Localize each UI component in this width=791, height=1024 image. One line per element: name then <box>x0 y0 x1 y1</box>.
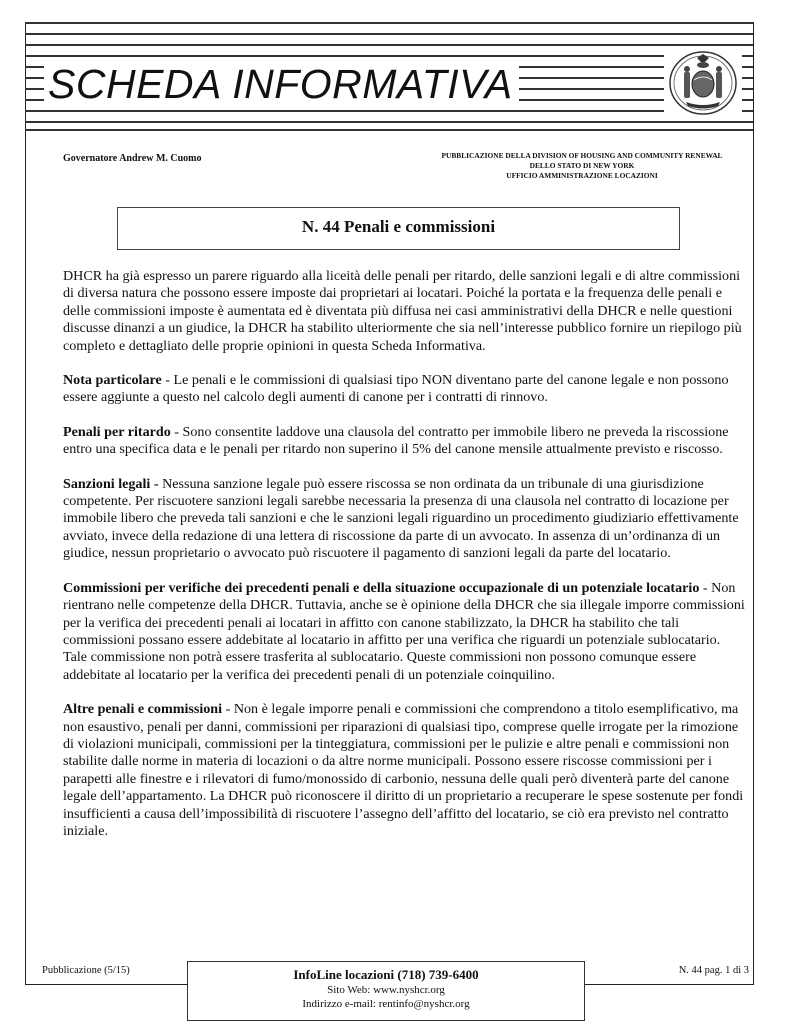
email-link[interactable]: Indirizzo e-mail: rentinfo@nyshcr.org <box>302 998 470 1010</box>
paragraph-text: Le penali e le commissioni di qualsiasi tipo NON diventano parte del canone legale e non possono essere aggiunte a questo nel calcolo degli aumenti di canone per i contratti di rinnovo. <box>63 372 729 406</box>
website-link[interactable]: Sito Web: www.nyshcr.org <box>327 984 445 996</box>
page-title: SCHEDA INFORMATIVA <box>44 58 519 110</box>
paragraph-text: DHCR ha già espresso un parere riguardo alla liceità delle penali per ritardo, delle sanzioni legali e di altre commissioni di diversa natura che possono essere imposte dai proprietari ai locatari. Poiché la portata e la frequenza delle penali e delle commissioni imposte è aumentata ed è diventata più diffusa nei casi amministrativi della DHCR e nelle questioni discusse dinanzi a un giudice, la DHCR ha stabilito ulteriormente che sia nell’interesse pubblico fornire un riepilogo più completo e dettagliato delle proprie opinioni in questa Scheda Informativa. <box>63 268 742 354</box>
heading-box <box>117 207 680 250</box>
paragraph: Commissioni per verifiche dei precedenti penali e della situazione occupazionale di un potenziale locatario - Non rientrano nelle competenze della DHCR. Tuttavia, anche se è opinione della DHCR che sia illegale imporre commissioni per la verifica dei precedenti penali ai locatari in affitto con canone stabilizzato, la DHCR ha stabilito che tali commissioni possano essere addebitate al locatario in affitto per una verifica che riguardi un potenziale sublocatario. Tale commissione non potrà essere trasferita al sublocatario. Queste commissioni non possono comunque essere addebitate al locatario per la verifica dei precedenti penali di un potenziale coinquilino. <box>63 579 745 683</box>
paragraph: Altre penali e commissioni - Non è legale imporre penali e commissioni che comprendono a titolo esemplificativo, ma non esaustivo, penali per danni, commissioni per riparazioni di qualsiasi tipo, comprese quelle irrogate per la rimozione di violazioni municipali, commissioni per la tinteggiatura, commissioni per le pulizie e altre penali e commissioni non stabilite dalle norme in materia di locazioni o da altre norme municipali. Possono essere riscosse commissioni per i parapetti alle finestre e i rilevatori di fumo/monossido di carbonio, nessuna delle quali però diventerà parte del canone legale dell’appartamento. La DHCR può riconoscere il diritto di un proprietario a recuperare le spese sostenute per fondi insufficienti a causa dell’impossibilità di riscuotere l’assegno dell’affitto del locatario, se ciò era previsto nel contratto iniziale. <box>63 701 744 839</box>
paragraph-lead: Penali per ritardo <box>63 423 171 440</box>
page-number: N. 44 pag. 1 di 3 <box>678 965 749 976</box>
paragraph-lead: Nota particolare <box>63 372 162 389</box>
paragraph: Nota particolare - Le penali e le commissioni di qualsiasi tipo NON diventano parte del canone legale e non possono essere aggiunte a questo nel calcolo degli aumenti di canone per i contratti di rinnovo. <box>63 372 729 406</box>
governor-name: Governatore Andrew M. Cuomo <box>63 153 202 164</box>
paragraph-text: Non è legale imporre penali e commissioni che comprendono a titolo esemplificativo, ma non esaustivo, penali per danni, commissioni per riparazioni di qualsiasi tipo, comprese quelle irrogate per la rimozione di violazioni municipali, commissioni per la tinteggiatura, commissioni per le pulizie e altre penali e commissioni non stabilite dalle norme in materia di locazioni o da altre norme municipali. Possono essere riscosse commissioni per i parapetti alle finestre e i rilevatori di fumo/monossido di carbonio, nessuna delle quali però diventerà parte del canone legale dell’appartamento. La DHCR può riconoscere il diritto di un proprietario a recuperare le spese sostenute per fondi insufficienti a causa dell’impossibilità di riscuotere l’assegno dell’affitto del locatario, se ciò era previsto nel contratto iniziale. <box>63 701 744 839</box>
paragraph <box>63 268 745 355</box>
publisher-line: PUBBLICAZIONE DELLA DIVISION OF HOUSING AND COMMUNITY RENEWAL <box>441 151 723 160</box>
publication-date: Pubblicazione (5/15) <box>42 965 130 976</box>
document-body <box>63 268 745 857</box>
infoline-phone: InfoLine locazioni (718) 739-6400 <box>293 967 479 982</box>
publisher-line: DELLO STATO DI NEW YORK <box>529 161 635 170</box>
document-heading: N. 44 Penali e commissioni <box>301 217 496 236</box>
paragraph-lead: Altre penali e commissioni <box>63 701 223 718</box>
publisher-line: UFFICIO AMMINISTRAZIONE LOCAZIONI <box>506 171 658 180</box>
paragraph-lead: Commissioni per verifiche dei precedenti penali e della situazione occupazionale di un potenziale locatario <box>63 579 700 596</box>
paragraph-lead: Sanzioni legali - <box>63 475 159 492</box>
paragraph-text: Sono consentite laddove una clausola del contratto per immobile libero ne preveda la riscossione entro una specifica data e le penali per ritardo non superino il 5% del canone mensile attualmente previsto e riscosso. <box>63 423 729 458</box>
paragraph-text: Nessuna sanzione legale può essere riscossa se non ordinata da un tribunale di una giurisdizione competente. Per riscuotere sanzioni legali sarebbe necessaria la presenza di una clausola nel contratto di locazione per immobile libero che preveda tali sanzioni e che le sanzioni legali riguardino un procedimento giudiziario effettivamente avviato, invece della redazione di una lettera di riscossione da parte di un avvocato. In assenza di un’ordinanza di un giudice, nessun proprietario o avvocato può riscuotere il pagamento di sanzioni legali da parte del locatario. <box>63 475 739 562</box>
publisher-block <box>395 151 769 181</box>
state-seal-icon <box>664 50 742 116</box>
paragraph <box>63 476 745 563</box>
paragraph-text: Non rientrano nelle competenze della DHCR. Tuttavia, anche se è opinione della DHCR che sia illegale imporre commissioni per la verifica dei precedenti penali ai locatari in affitto con canone stabilizzato, la DHCR ha stabilito che tali commissioni possano essere addebitate al locatario in affitto per una verifica che riguardi un potenziale sublocatario. Tale commissione non potrà essere trasferita al sublocatario. Queste commissioni non possono comunque essere addebitate al locatario per la verifica dei precedenti penali di un potenziale coinquilino. <box>63 579 745 683</box>
paragraph: Penali per ritardo - Sono consentite laddove una clausola del contratto per immobile libero ne preveda la riscossione entro una specifica data e le penali per ritardo non superino il 5% del canone mensile attualmente previsto e riscosso. <box>63 423 729 458</box>
contact-box <box>187 961 585 1021</box>
